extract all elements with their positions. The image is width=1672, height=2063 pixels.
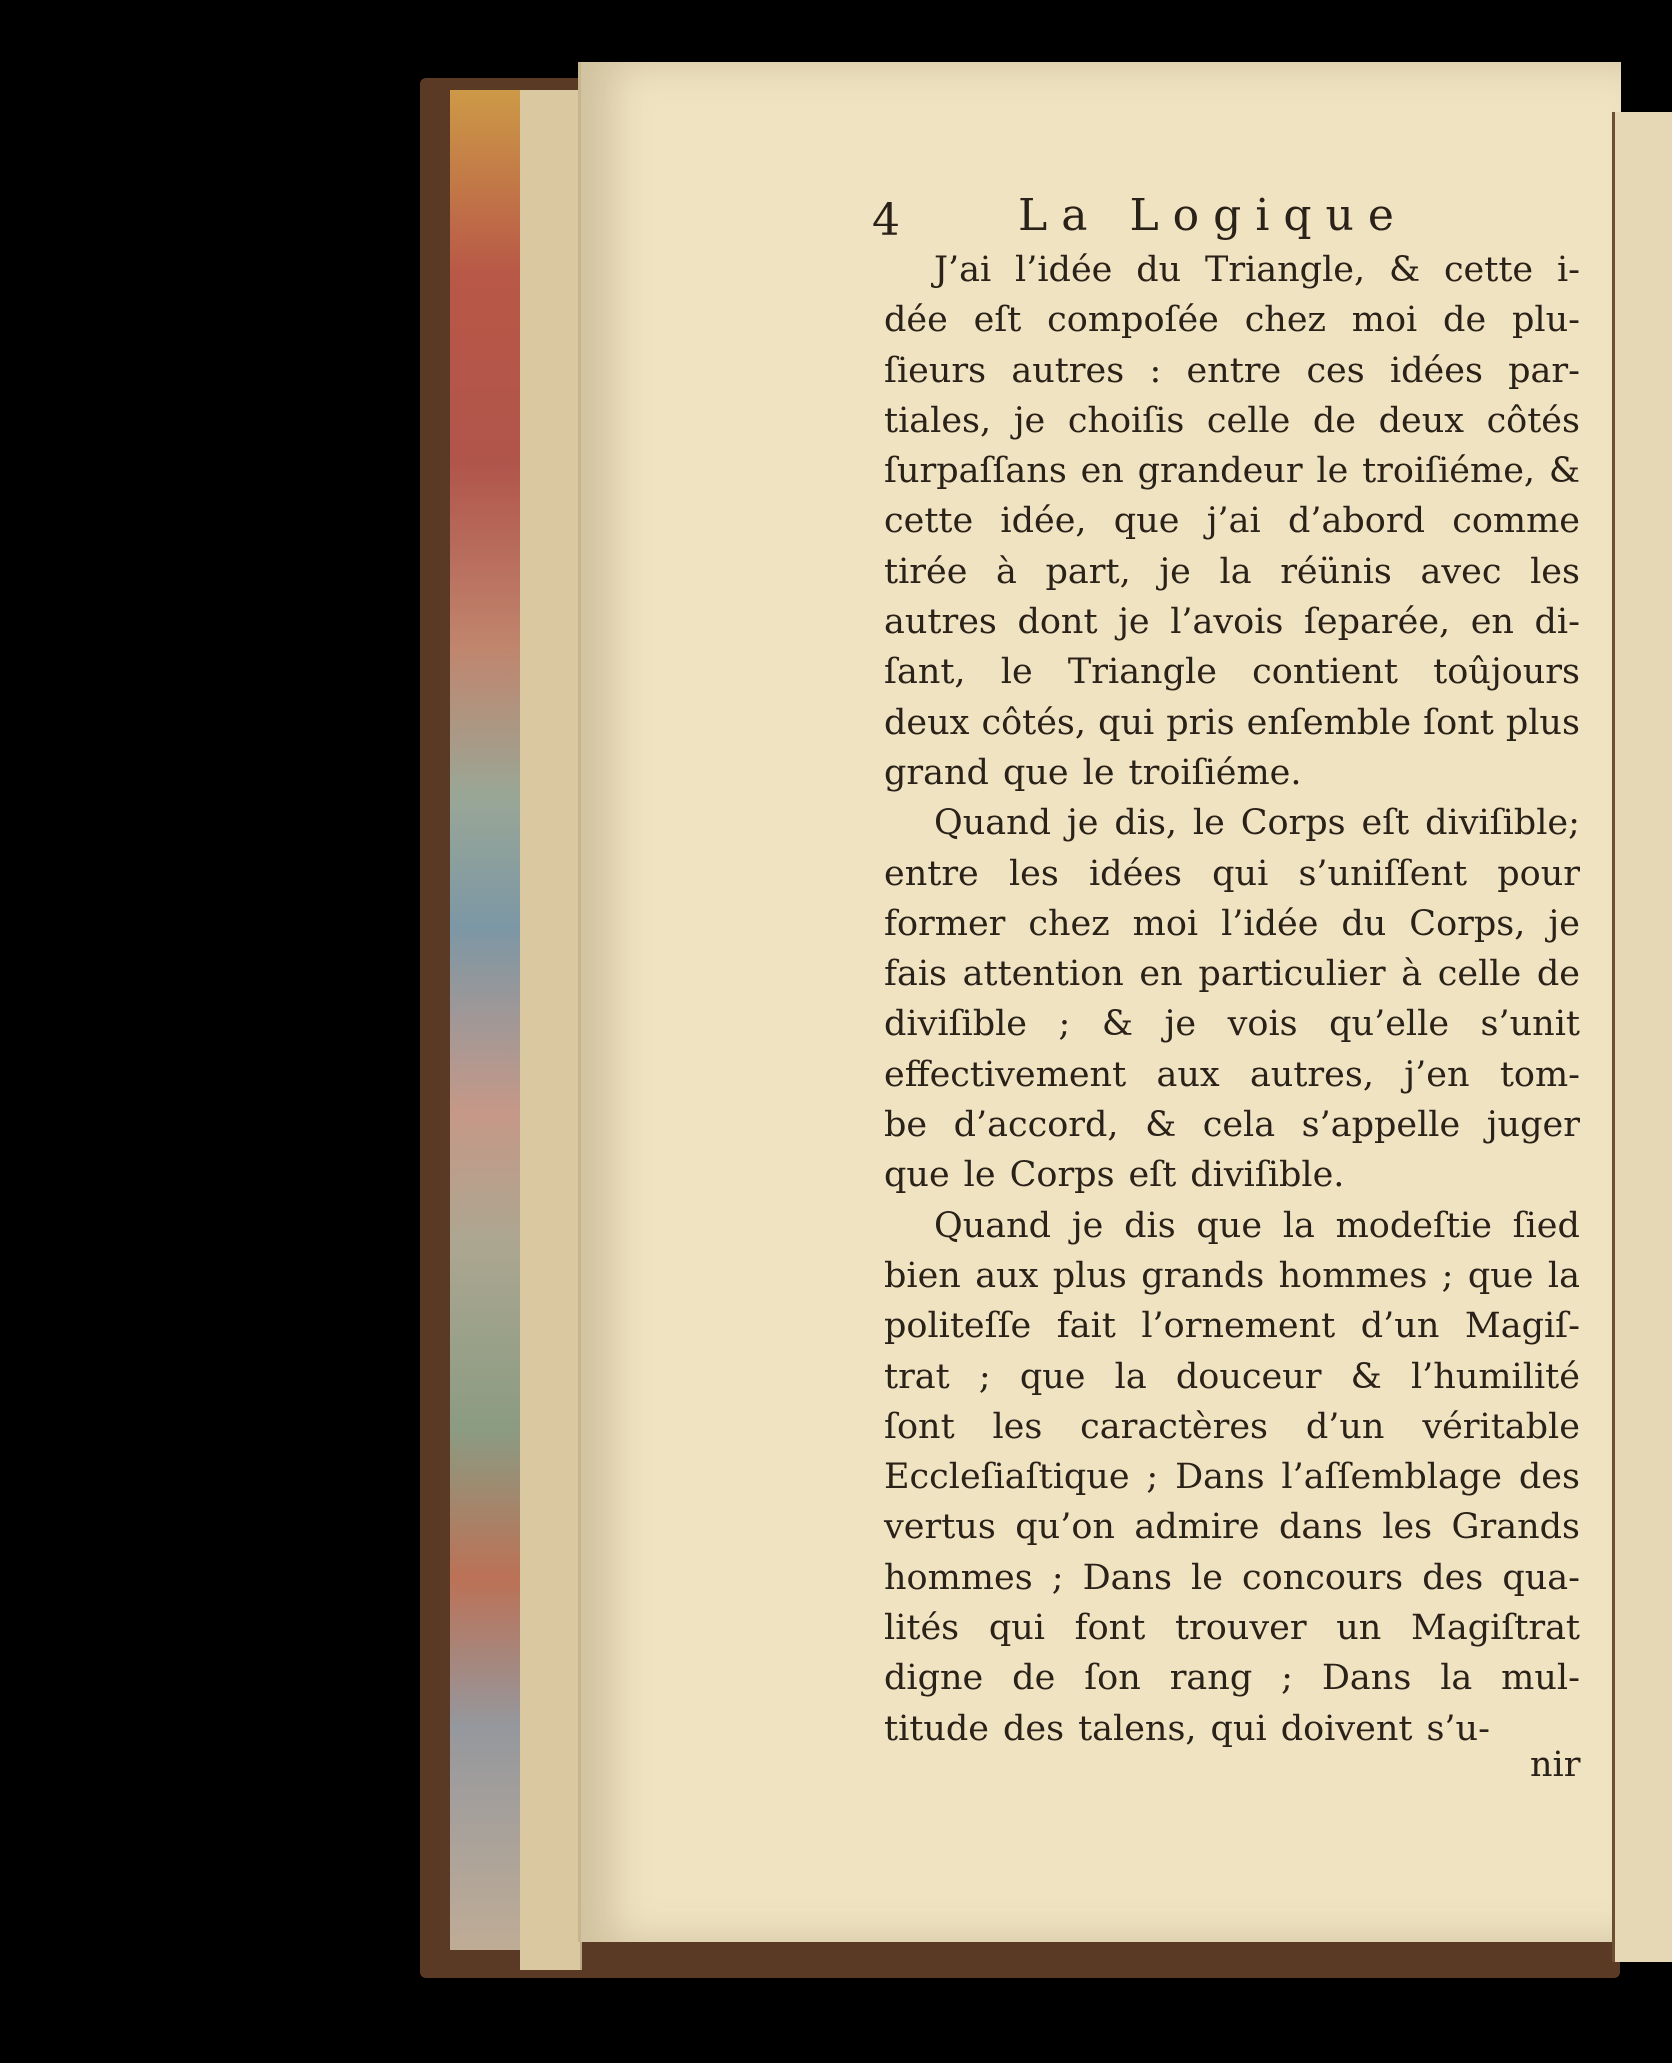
text-line: grand que le troiſiéme.: [884, 752, 1302, 793]
text-line: hommes ; Dans le concours des qua-: [884, 1557, 1580, 1598]
text-line: ſurpaſſans en grandeur le troiſiéme, &: [884, 451, 1580, 492]
text-line: tiales, je choiſis celle de deux côtés: [884, 400, 1580, 441]
text-block: [884, 245, 1580, 1754]
text-line: former chez moi l’idée du Corps, je: [884, 903, 1580, 944]
text-line: autres dont je l’avois ſeparée, en di-: [884, 602, 1580, 643]
text-line: politeſſe fait l’ornement d’un Magiſ-: [884, 1306, 1580, 1347]
text-line: J’ai l’idée du Triangle, & cette i-: [934, 250, 1580, 290]
text-line: ſant, le Triangle contient toûjours: [884, 652, 1580, 693]
text-line: Eccleſiaſtique ; Dans l’aſſemblage des: [884, 1457, 1580, 1498]
text-line: dée eſt compoſée chez moi de plu-: [884, 300, 1580, 341]
text-line: ſont les caractères d’un véritable: [884, 1406, 1580, 1447]
catchword: nir: [1530, 1745, 1581, 1785]
marbled-endpaper: [450, 90, 530, 1950]
text-line: cette idée, que j’ai d’abord comme: [884, 501, 1580, 542]
page-number: 4: [872, 195, 900, 246]
page-edge-right: [1612, 112, 1672, 1962]
text-line: vertus qu’on admire dans les Grands: [884, 1507, 1580, 1548]
page-edge-left: [520, 90, 582, 1970]
running-head: La Logique: [1018, 190, 1408, 241]
text-line: digne de ſon rang ; Dans la mul-: [884, 1658, 1580, 1699]
text-line: entre les idées qui s’uniſſent pour: [884, 853, 1580, 894]
text-line: que le Corps eſt diviſible.: [884, 1155, 1345, 1196]
text-line: tirée à part, je la réünis avec les: [884, 551, 1580, 592]
text-line: fais attention en particulier à celle de: [884, 954, 1580, 995]
text-line: bien aux plus grands hommes ; que la: [884, 1255, 1580, 1296]
text-line: trat ; que la douceur & l’humilité: [884, 1356, 1580, 1397]
text-line: titude des talens, qui doivent s’u-: [884, 1708, 1490, 1749]
text-line: be d’accord, & cela s’appelle juger: [884, 1105, 1580, 1146]
text-line: Quand je dis que la modeſtie ſied: [934, 1205, 1580, 1246]
text-line: lités qui font trouver un Magiſtrat: [884, 1608, 1580, 1649]
text-line: effectivement aux autres, j’en tom-: [884, 1054, 1580, 1095]
text-line: diviſible ; & je vois qu’elle s’unit: [884, 1004, 1580, 1045]
text-line: Quand je dis, le Corps eſt diviſible;: [934, 803, 1580, 844]
text-line: deux côtés, qui pris enſemble ſont plus: [884, 702, 1580, 743]
text-line: ſieurs autres : entre ces idées par-: [884, 350, 1580, 391]
